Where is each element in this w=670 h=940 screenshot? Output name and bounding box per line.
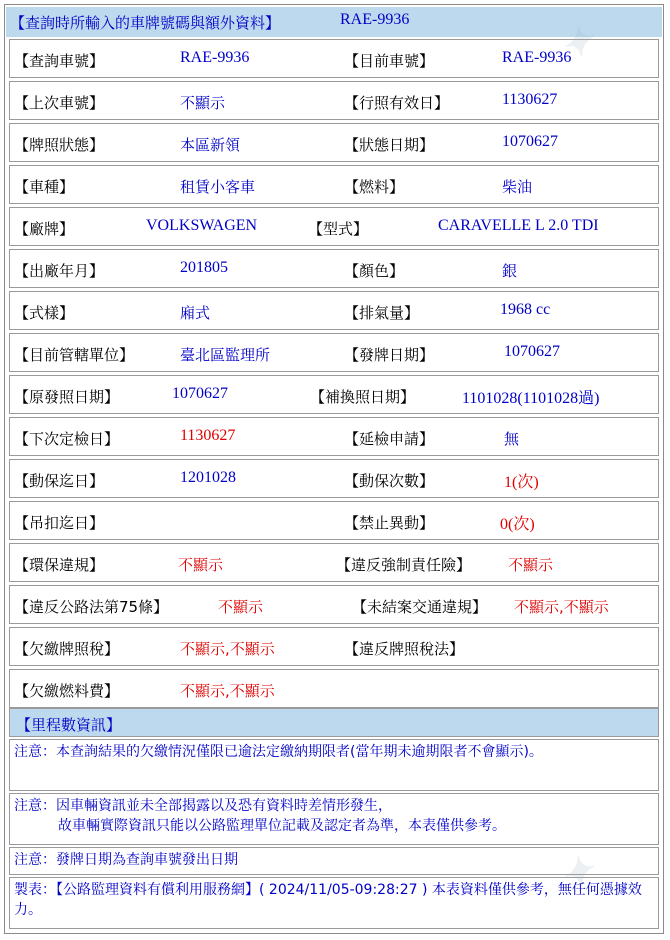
- value-vehicle-type: 租賃小客車: [180, 178, 256, 196]
- value-color: 銀: [502, 262, 518, 280]
- value-displacement: 1968 cc: [500, 301, 551, 318]
- query-header-plate: RAE-9936: [340, 11, 410, 28]
- query-header-title: 【查詢時所輸入的車牌號碼與額外資料】: [10, 14, 281, 32]
- label-unpaid-fuel-fee: 【欠繳燃料費】: [14, 682, 120, 700]
- label-issue-date: 【發牌日期】: [344, 346, 435, 364]
- label-license-valid-date: 【行照有效日】: [344, 94, 450, 112]
- label-chattel-mortgage-end: 【動保迄日】: [14, 472, 105, 490]
- value-inspection-extension: 無: [504, 430, 520, 448]
- label-unpaid-license-tax: 【欠繳牌照稅】: [14, 640, 120, 658]
- label-plate-status: 【牌照狀態】: [14, 136, 105, 154]
- info-row-brand: [9, 207, 659, 246]
- value-fuel: 柴油: [502, 178, 533, 196]
- value-previous-plate: 不顯示: [180, 94, 226, 112]
- label-next-inspection: 【下次定檢日】: [14, 430, 120, 448]
- info-row-jurisdiction: [9, 333, 659, 372]
- value-original-license-date: 1070627: [172, 385, 228, 402]
- label-query-plate: 【查詢車號】: [14, 52, 105, 70]
- label-current-plate: 【目前車號】: [344, 52, 435, 70]
- value-jurisdiction: 臺北區監理所: [180, 346, 271, 364]
- note-unpaid-scope-text: 本查詢結果的欠繳情況僅限已逾法定繳納期限者(當年期未逾期限者不會顯示)。: [56, 744, 543, 760]
- value-query-plate: RAE-9936: [180, 49, 250, 66]
- label-manufacture-date: 【出廠年月】: [14, 262, 105, 280]
- label-displacement: 【排氣量】: [344, 304, 420, 322]
- value-highway-act-violation: 不顯示: [218, 598, 264, 616]
- label-unsettled-traffic-violation: 【未結案交通違規】: [352, 598, 488, 616]
- info-row-environmental-violation: [9, 543, 659, 582]
- info-row-previous-plate: [9, 81, 659, 120]
- report-footer-key: 製表：: [14, 882, 56, 898]
- note-data-disclaimer-key: 注意：: [14, 798, 56, 814]
- info-row-chattel-mortgage-end: [9, 459, 659, 498]
- value-issue-date: 1070627: [504, 343, 560, 360]
- value-status-date: 1070627: [502, 133, 558, 150]
- label-reissue-date: 【補換照日期】: [310, 388, 416, 406]
- label-color: 【顏色】: [344, 262, 405, 280]
- value-plate-status: 本區新領: [180, 136, 241, 154]
- report-footer-text: 【公路監理資料有償利用服務網】( 2024/11/05-09:28:27 ) 本表資料僅供參考，無任何憑據效力。: [14, 882, 642, 918]
- value-current-plate: RAE-9936: [502, 49, 572, 66]
- label-jurisdiction: 【目前管轄單位】: [14, 346, 135, 364]
- label-transfer-ban: 【禁止異動】: [344, 514, 435, 532]
- info-row-highway-act-violation: [9, 585, 659, 624]
- label-fuel: 【燃料】: [344, 178, 405, 196]
- note-data-disclaimer-line1: 因車輛資訊並未全部揭露以及恐有資料時差情形發生，: [56, 798, 392, 814]
- value-unsettled-traffic-violation: 不顯示,不顯示: [514, 598, 609, 616]
- label-suspension-end: 【吊扣迄日】: [14, 514, 105, 532]
- label-license-tax-act-violation: 【違反牌照稅法】: [344, 640, 465, 658]
- value-unpaid-fuel-fee: 不顯示,不顯示: [180, 682, 275, 700]
- label-vehicle-type: 【車種】: [14, 178, 75, 196]
- value-brand: VOLKSWAGEN: [146, 217, 258, 234]
- label-previous-plate: 【上次車號】: [14, 94, 105, 112]
- label-status-date: 【狀態日期】: [344, 136, 435, 154]
- info-row-suspension-end: [9, 501, 659, 540]
- info-row-vehicle-type: [9, 165, 659, 204]
- note-issue-date-meaning: [9, 847, 659, 875]
- note-issue-date-meaning-key: 注意：: [14, 852, 56, 868]
- mileage-section-header: [9, 708, 659, 737]
- label-highway-act-violation: 【違反公路法第75條】: [14, 598, 169, 616]
- value-chattel-mortgage-count: 1(次): [504, 474, 539, 491]
- label-compulsory-insurance-violation: 【違反強制責任險】: [336, 556, 472, 574]
- info-row-unpaid-fuel-fee: [9, 669, 659, 708]
- note-issue-date-meaning-text: 發牌日期為查詢車號發出日期: [56, 852, 238, 868]
- value-chattel-mortgage-end: 1201028: [180, 469, 236, 486]
- info-row-next-inspection: [9, 417, 659, 456]
- info-row-manufacture-date: [9, 249, 659, 288]
- info-row-body-style: [9, 291, 659, 330]
- value-unpaid-license-tax: 不顯示,不顯示: [180, 640, 275, 658]
- label-inspection-extension: 【延檢申請】: [344, 430, 435, 448]
- info-row-plate-status: [9, 123, 659, 162]
- label-chattel-mortgage-count: 【動保次數】: [344, 472, 435, 490]
- info-row-unpaid-license-tax: [9, 627, 659, 666]
- label-original-license-date: 【原發照日期】: [14, 388, 120, 406]
- value-reissue-date: 1101028(1101028過): [462, 390, 600, 407]
- note-unpaid-scope: [9, 739, 659, 791]
- value-manufacture-date: 201805: [180, 259, 228, 276]
- value-license-valid-date: 1130627: [502, 91, 558, 108]
- note-data-disclaimer-line2: 故車輛實際資訊只能以公路監理單位記載及認定者為準，本表僅供參考。: [58, 818, 506, 834]
- value-transfer-ban: 0(次): [500, 516, 535, 533]
- value-model: CARAVELLE L 2.0 TDI: [438, 217, 599, 234]
- label-model: 【型式】: [308, 220, 369, 238]
- report-footer: [9, 877, 659, 929]
- label-body-style: 【式樣】: [14, 304, 75, 322]
- value-next-inspection: 1130627: [180, 427, 236, 444]
- info-row-query-plate: [9, 39, 659, 78]
- value-body-style: 廂式: [180, 304, 211, 322]
- info-row-original-license-date: [9, 375, 659, 414]
- note-data-disclaimer: [9, 793, 659, 845]
- label-environmental-violation: 【環保違規】: [14, 556, 105, 574]
- label-brand: 【廠牌】: [14, 220, 75, 238]
- value-compulsory-insurance-violation: 不顯示: [508, 556, 554, 574]
- query-header: [6, 7, 662, 37]
- mileage-section-title: 【里程數資訊】: [16, 716, 122, 734]
- note-unpaid-scope-key: 注意：: [14, 744, 56, 760]
- value-environmental-violation: 不顯示: [178, 556, 224, 574]
